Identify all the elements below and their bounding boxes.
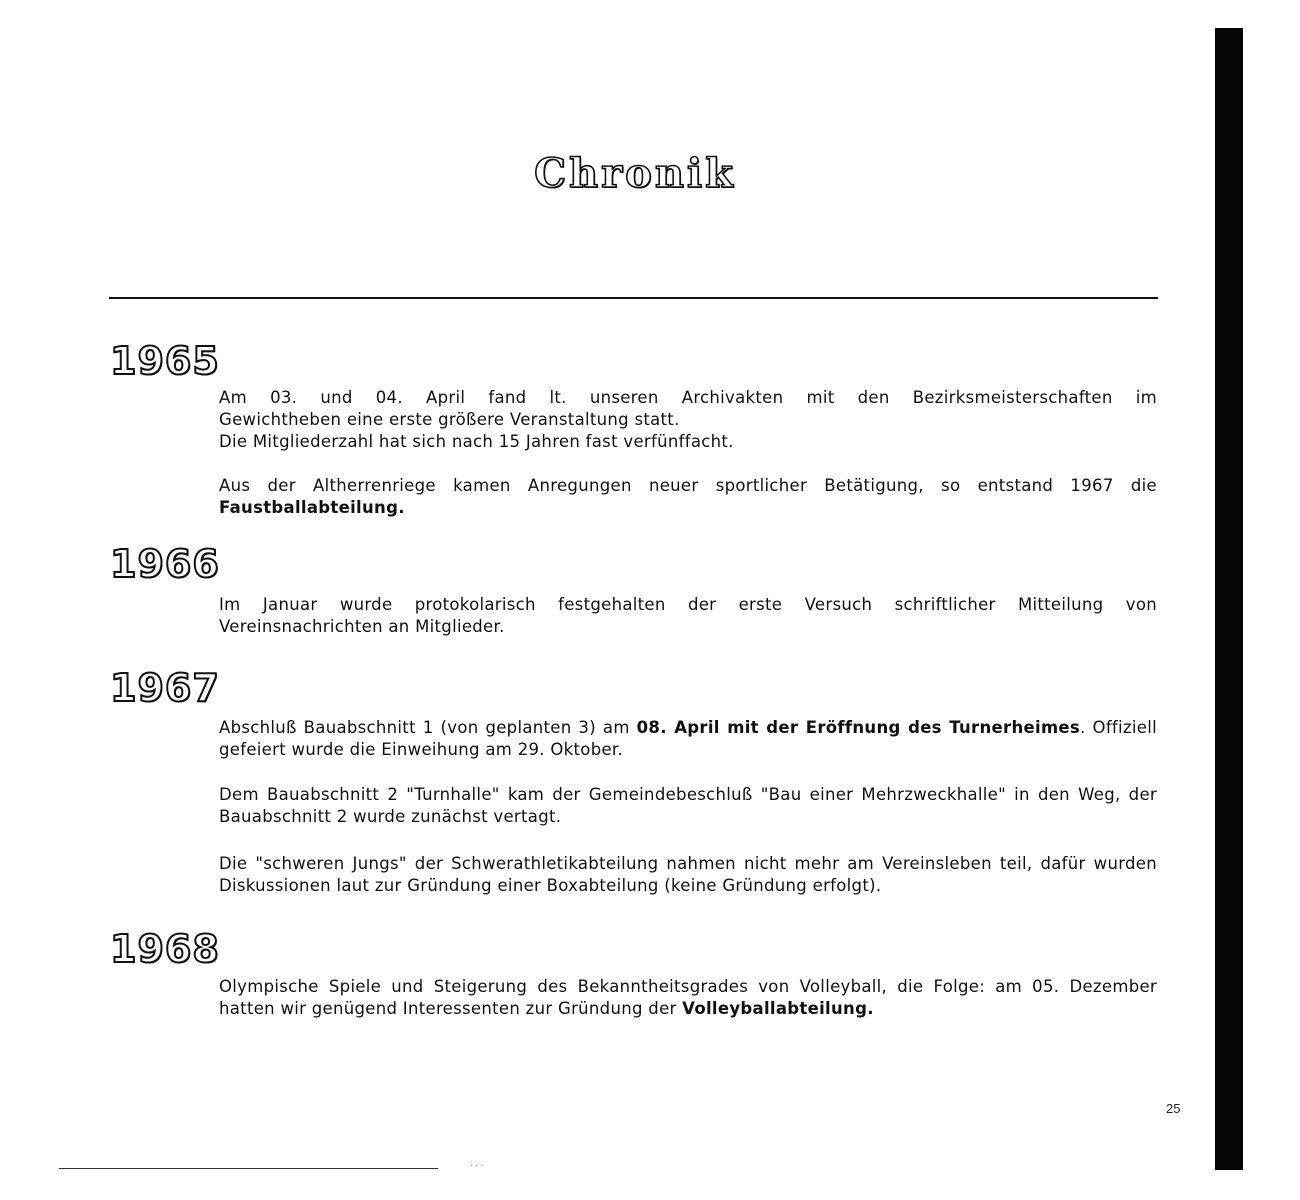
- year-heading-1967: 1967: [110, 666, 220, 710]
- entry-1965-paragraph-1: [219, 387, 1157, 453]
- volleyball-department-name: Volleyballabteilung.: [682, 999, 874, 1018]
- entry-1965-line-3: Die Mitgliederzahl hat sich nach 15 Jahren fast verfünffacht.: [219, 432, 734, 451]
- entry-1965-line-1: Am 03. und 04. April fand lt. unseren Archivakten mit den Bezirksmeisterschaften im: [219, 388, 1157, 407]
- page-number: 25: [1166, 1101, 1181, 1116]
- page-title: Chronik: [534, 150, 736, 197]
- entry-1965-paragraph-2-text: Aus der Altherrenriege kamen Anregungen neuer sportlicher Betätigung, so entstand 1967 die: [219, 476, 1157, 495]
- entry-1965-line-2: Gewichtheben eine erste größere Veranstaltung statt.: [219, 410, 680, 429]
- entry-1967-paragraph-1-text: Abschluß Bauabschnitt 1 (von geplanten 3) am: [219, 718, 630, 737]
- entry-1966-paragraph-1: Im Januar wurde protokolarisch festgehalten der erste Versuch schriftlicher Mitteilung von Vereinsnachrichten an Mitglieder.: [219, 595, 1157, 636]
- entry-1967-paragraph-1: [219, 717, 1157, 761]
- footer-marks: ...: [470, 1158, 486, 1169]
- title-divider: [109, 297, 1158, 299]
- year-heading-1968: 1968: [110, 927, 220, 971]
- entry-1965-paragraph-2: [219, 475, 1157, 519]
- year-heading-1966: 1966: [110, 542, 220, 586]
- entry-1967-paragraph-3: Die "schweren Jungs" der Schwerathletikabteilung nahmen nicht mehr am Vereinsleben teil, dafür wurden Diskussionen laut zur Gründung einer Boxabteilung (keine Gründung erfolgt).: [219, 854, 1157, 895]
- entry-1967-paragraph-1-tail: . Offiziell gefeiert wurde die Einweihung am 29. Oktober.: [219, 718, 1157, 759]
- entry-1968-paragraph-1: [219, 976, 1157, 1020]
- entry-1967-paragraph-2: Dem Bauabschnitt 2 "Turnhalle" kam der Gemeindebeschluß "Bau einer Mehrzweckhalle" in den Weg, der Bauabschnitt 2 wurde zunächst vertagt.: [219, 785, 1157, 826]
- year-heading-1965: 1965: [110, 339, 220, 383]
- page-edge-bar: [1215, 28, 1243, 1170]
- footer-rule: [59, 1168, 438, 1169]
- turnerheim-opening-date: 08. April mit der Eröffnung des Turnerheimes: [636, 718, 1081, 737]
- faustball-department-name: Faustballabteilung.: [219, 498, 405, 517]
- entry-1968-paragraph-1-text: Olympische Spiele und Steigerung des Bekanntheitsgrades von Volleyball, die Folge: am 05. Dezember hatten wir genügend Interessenten zur Gründung der: [219, 977, 1157, 1018]
